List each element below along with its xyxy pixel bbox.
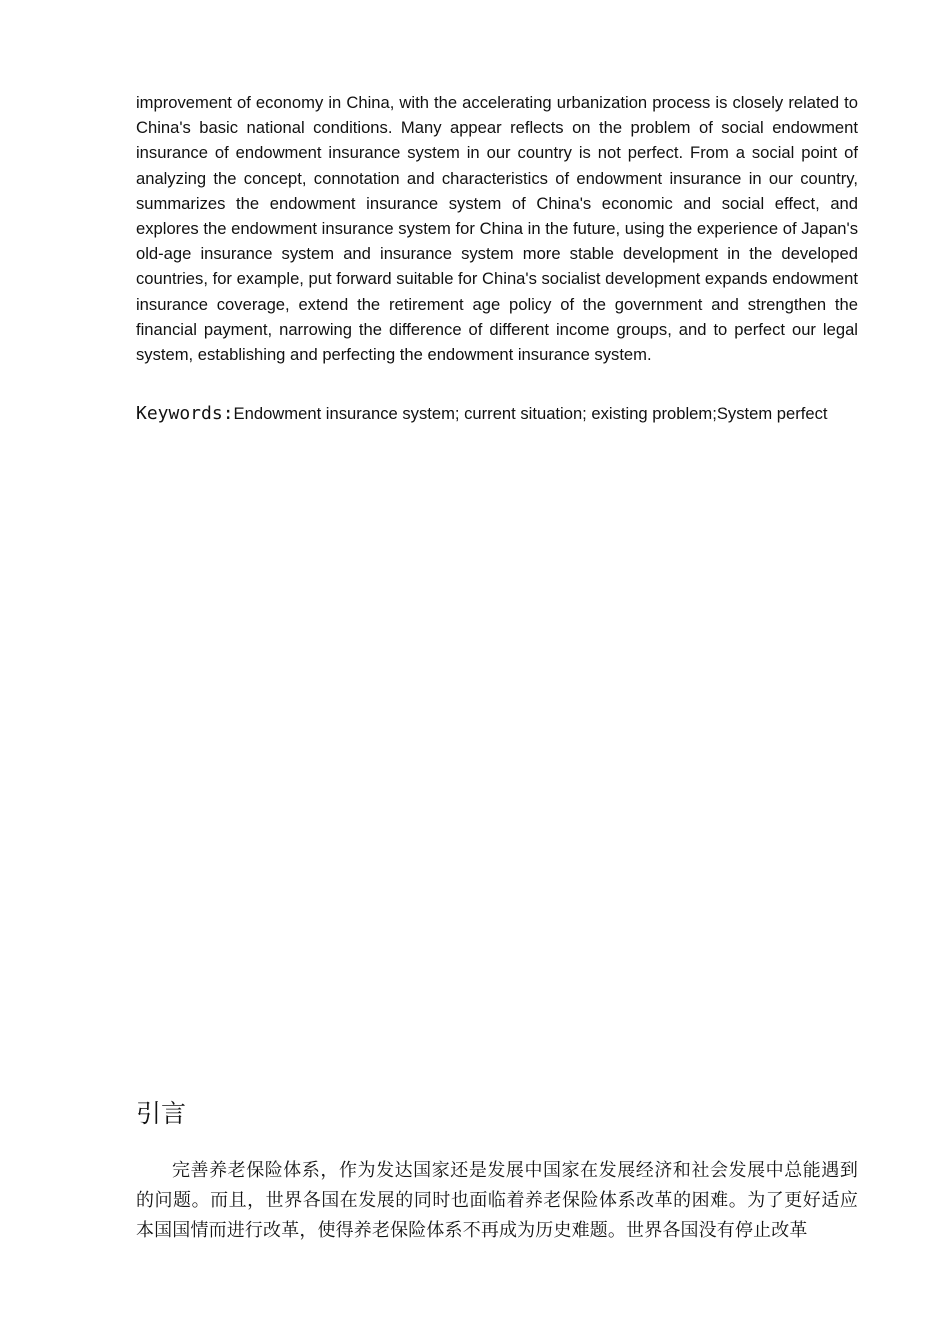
- introduction-paragraph: 完善养老保险体系，作为发达国家还是发展中国家在发展经济和社会发展中总能遇到的问题。而且，世界各国在发展的同时也面临着养老保险体系改革的困难。为了更好适应本国国情而进行改革，使得养老保险体系不再成为历史难题。世界各国没有停止改革: [136, 1160, 858, 1241]
- keywords-value: Endowment insurance system; current situation; existing problem;System perfect: [233, 404, 828, 423]
- keywords-label: Keywords:: [136, 403, 234, 424]
- introduction-heading: 引言: [136, 1099, 187, 1128]
- keywords-line: [136, 402, 858, 425]
- abstract-paragraph: improvement of economy in China, with the accelerating urbanization process is closely related to China's basic national conditions. Many appear reflects on the problem of social endowment insurance of endowment insurance system in our country is not perfect. From a social point of analyzing the concept, connotation and characteristics of endowment insurance in our country, summarizes the endowment insurance system of China's economic and social effect, and explores the endowment insurance system for China in the future, using the experience of Japan's old-age insurance system and insurance system more stable development in the developed countries, for example, put forward suitable for China's socialist development expands endowment insurance coverage, extend the retirement age policy of the government and strengthen the financial payment, narrowing the difference of different income groups, and to perfect our legal system, establishing and perfecting the endowment insurance system.: [136, 93, 858, 365]
